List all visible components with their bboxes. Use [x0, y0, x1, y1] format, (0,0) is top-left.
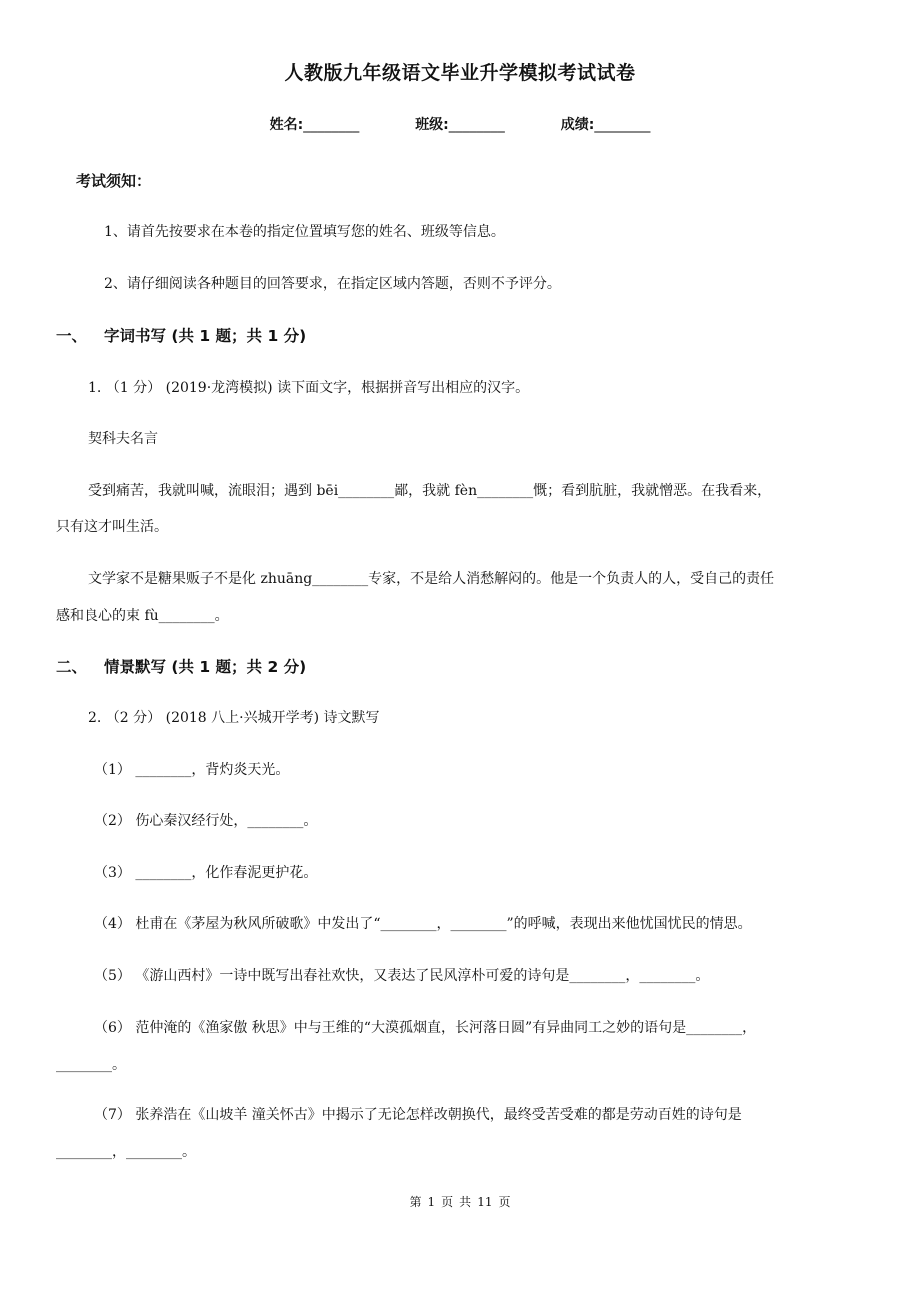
footer-prefix: 第	[409, 1195, 422, 1209]
question-1-paragraph-1-line-2: 只有这才叫生活。	[56, 519, 168, 535]
notice-item-2: 2、请仔细阅读各种题目的回答要求，在指定区域内答题，否则不予评分。	[104, 276, 561, 292]
section-1-number: 一、	[56, 327, 88, 345]
footer-suffix: 页	[498, 1195, 511, 1209]
score-field	[561, 114, 651, 134]
question-2-header: 2. （2 分） (2018 八上·兴城开学考) 诗文默写	[88, 710, 380, 726]
section-1-title: 字词书写 (共 1 题；共 1 分)	[104, 327, 307, 345]
section-2-number: 二、	[56, 658, 88, 676]
question-1-subtitle: 契科夫名言	[88, 431, 158, 447]
question-1-paragraph-2-line-1: 文学家不是糖果贩子不是化 zhuāng________专家，不是给人消愁解闷的。他是一个负责人的人，受自己的责任	[88, 571, 775, 587]
page-footer	[0, 1193, 920, 1210]
footer-total-pages: 11	[477, 1195, 493, 1209]
footer-page-word: 页	[441, 1195, 454, 1209]
question-2-item-2: （2） 伤心秦汉经行处，________。	[94, 813, 318, 829]
class-field	[415, 114, 505, 134]
question-2-item-1: （1） ________，背灼炎天光。	[94, 762, 290, 778]
question-2-item-6-continued: ________。	[56, 1057, 126, 1073]
document-title: 人教版九年级语文毕业升学模拟考试试卷	[284, 62, 636, 84]
question-1-paragraph-1-line-1: 受到痛苦，我就叫喊，流眼泪；遇到 bēi________鄙，我就 fèn________慨；看到肮脏，我就憎恶。在我看来，	[88, 483, 772, 499]
question-2-item-5: （5） 《游山西村》一诗中既写出春社欢快，又表达了民风淳朴可爱的诗句是________，________。	[94, 968, 710, 984]
footer-mid: 共	[459, 1195, 472, 1209]
notice-item-1: 1、请首先按要求在本卷的指定位置填写您的姓名、班级等信息。	[104, 224, 505, 240]
score-blank: ________	[594, 117, 651, 133]
question-2-item-7: （7） 张养浩在《山坡羊 潼关怀古》中揭示了无论怎样改朝换代，最终受苦受难的都是劳动百姓的诗句是	[94, 1107, 742, 1123]
section-2-heading	[56, 655, 306, 677]
notice-title: 考试须知：	[76, 172, 152, 190]
name-label: 姓名:	[269, 117, 304, 133]
class-blank: ________	[448, 117, 505, 133]
question-1-header: 1. （1 分） (2019·龙湾模拟) 读下面文字，根据拼音写出相应的汉字。	[88, 380, 530, 396]
section-1-heading	[56, 324, 306, 346]
section-2-title: 情景默写 (共 1 题；共 2 分)	[104, 658, 307, 676]
question-2-item-4: （4） 杜甫在《茅屋为秋风所破歌》中发出了“________，________”的呼喊，表现出来他忧国忧民的情思。	[94, 916, 752, 932]
score-label: 成绩:	[560, 117, 595, 133]
question-2-item-7-continued: ________，________。	[56, 1144, 196, 1160]
class-label: 班级:	[415, 117, 449, 133]
name-field	[270, 114, 360, 134]
student-info-row	[0, 114, 920, 134]
question-1-paragraph-2-line-2: 感和良心的束 fù________。	[56, 608, 229, 624]
question-2-item-3: （3） ________，化作春泥更护花。	[94, 865, 318, 881]
question-2-item-6: （6） 范仲淹的《渔家傲 秋思》中与王维的“大漠孤烟直，长河落日圆”有异曲同工之妙的语句是________，	[94, 1020, 757, 1036]
name-blank: ________	[303, 117, 360, 133]
footer-current-page: 1	[427, 1195, 436, 1209]
